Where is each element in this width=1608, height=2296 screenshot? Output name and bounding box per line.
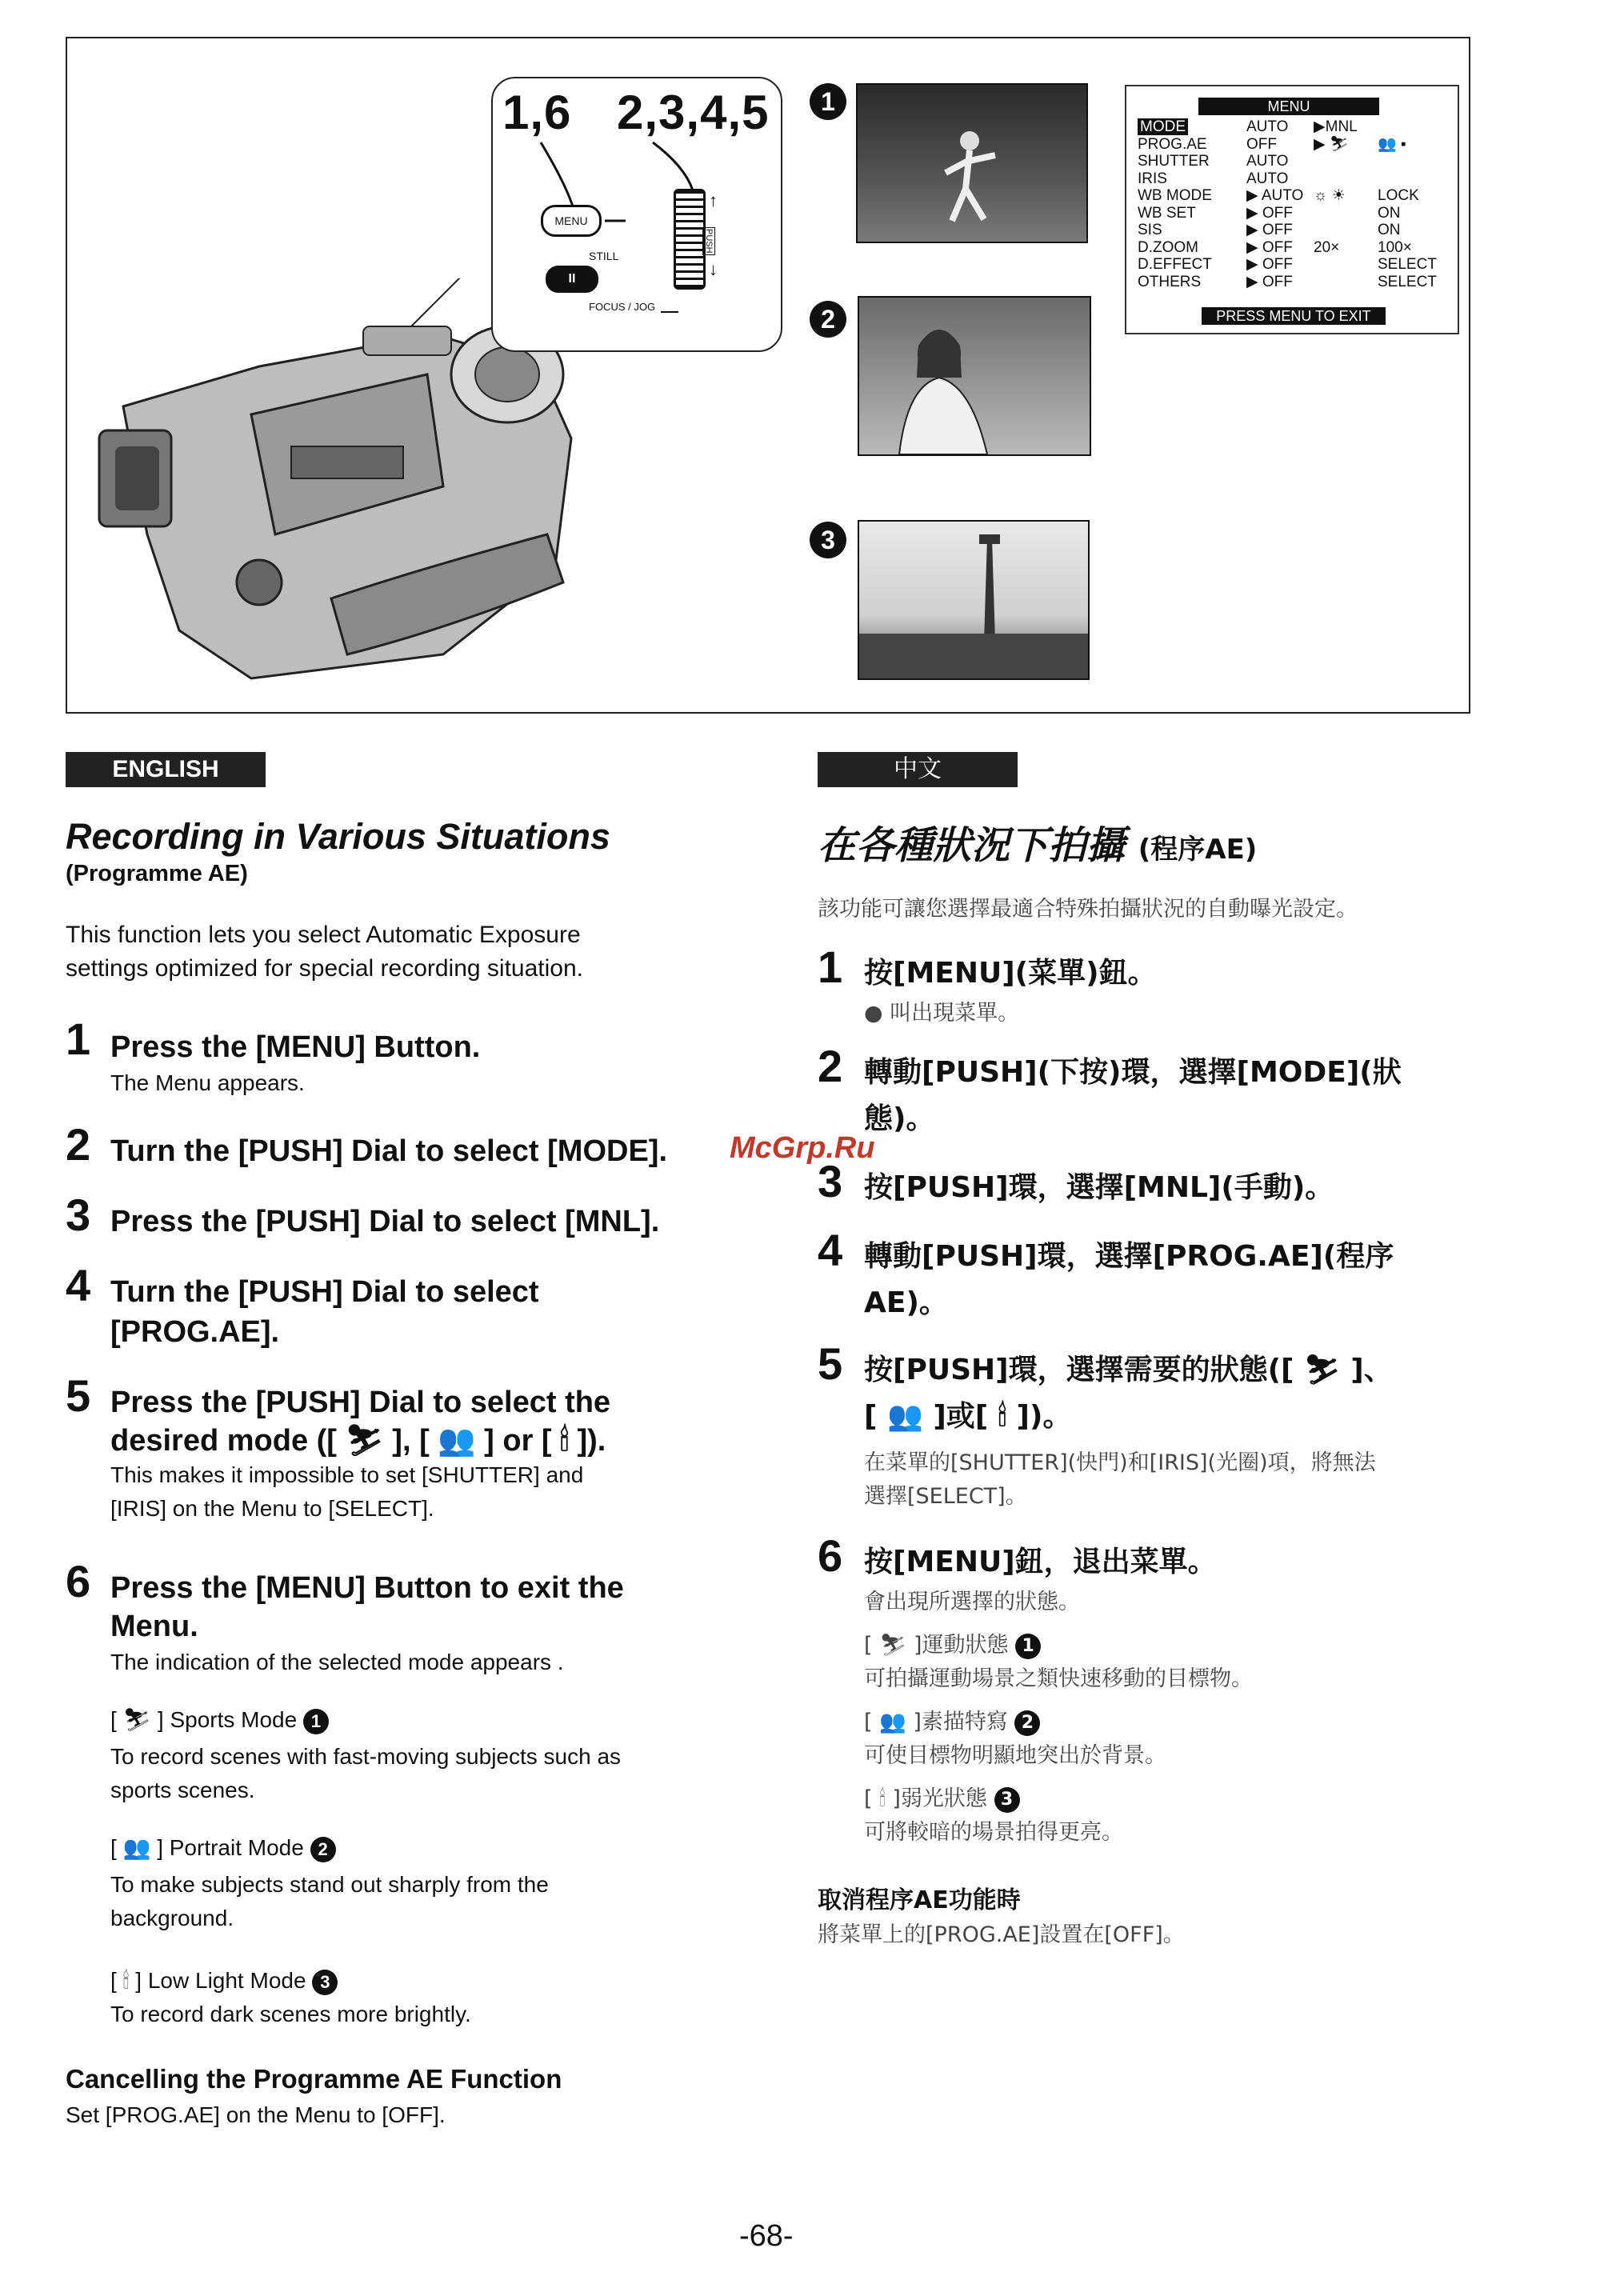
menu-exit-hint: PRESS MENU TO EXIT bbox=[1202, 307, 1386, 325]
menu-item-value: SELECT bbox=[1378, 256, 1437, 273]
night-tower-figure bbox=[859, 522, 1088, 678]
menu-item-name: WB MODE bbox=[1138, 187, 1212, 204]
menu-row bbox=[1138, 256, 1450, 273]
menu-item-value: ▶ AUTO bbox=[1246, 187, 1304, 204]
menu-screen bbox=[1125, 85, 1459, 334]
photo-number-2: 2 bbox=[810, 301, 846, 338]
menu-item-value: ☼ ☀ bbox=[1314, 187, 1346, 204]
chinese-step-number: 2 bbox=[818, 1041, 843, 1091]
menu-item-name: WB SET bbox=[1138, 204, 1196, 222]
menu-item-value: ON bbox=[1378, 204, 1401, 222]
english-step-number: 6 bbox=[66, 1556, 91, 1606]
english-mode-desc: To record scenes with fast-moving subjects such as bbox=[110, 1744, 622, 1769]
chinese-badge: 中文 bbox=[818, 752, 1018, 787]
still-button[interactable]: II bbox=[546, 266, 598, 293]
chinese-step-heading-cont: AE)。 bbox=[864, 1286, 948, 1319]
menu-item-name: PROG.AE bbox=[1138, 135, 1207, 153]
menu-item-name: OTHERS bbox=[1138, 273, 1202, 290]
english-step-heading: Press the [PUSH] Dial to select the bbox=[110, 1386, 611, 1419]
menu-item-value: ON bbox=[1378, 222, 1401, 238]
menu-button[interactable]: MENU bbox=[541, 205, 602, 237]
menu-item-value: ▶MNL bbox=[1314, 118, 1358, 135]
chinese-step-heading-cont: 態)。 bbox=[864, 1102, 935, 1135]
menu-item-name: D.EFFECT bbox=[1138, 256, 1212, 273]
menu-item-value: ▶ OFF bbox=[1246, 273, 1293, 290]
callout-steps-left: 1,6 bbox=[502, 86, 572, 139]
mode-number-badge: 1 bbox=[303, 1709, 329, 1734]
english-mode-sports: [ ⛷ ] Sports Mode 1 bbox=[110, 1704, 329, 1736]
chinese-mode-sports: [ ⛷ ]運動狀態 1 bbox=[864, 1627, 1041, 1659]
menu-item-name: SHUTTER bbox=[1138, 153, 1210, 170]
menu-item-name: SIS bbox=[1138, 222, 1162, 238]
push-dial[interactable] bbox=[674, 189, 706, 290]
chinese-cancel-text: 將菜單上的[PROG.AE]設置在[OFF]。 bbox=[818, 1922, 1185, 1947]
english-cancel-title: Cancelling the Programme AE Function bbox=[66, 2064, 562, 2094]
sports-player-figure bbox=[858, 85, 1086, 242]
english-step-heading-cont: Menu. bbox=[110, 1610, 198, 1643]
chinese-step-number: 3 bbox=[818, 1156, 843, 1206]
callout-steps-right: 2,3,4,5 bbox=[617, 86, 770, 139]
menu-item-name: IRIS bbox=[1138, 170, 1167, 187]
photo-number-1: 1 bbox=[810, 83, 846, 120]
page-number: -68- bbox=[739, 2219, 794, 2253]
english-step-number: 2 bbox=[66, 1119, 91, 1170]
menu-row bbox=[1138, 170, 1450, 187]
menu-row bbox=[1138, 205, 1450, 222]
menu-item-value: AUTO bbox=[1246, 153, 1289, 170]
chinese-mode-portrait: [ 👥 ]素描特寫 2 bbox=[864, 1704, 1040, 1736]
english-step-detail: The Menu appears. bbox=[110, 1070, 305, 1095]
english-mode-desc-cont: background. bbox=[110, 1906, 234, 1930]
english-step-number: 5 bbox=[66, 1370, 91, 1421]
chinese-step-heading: 轉動[PUSH]環，選擇[PROG.AE](程序 bbox=[864, 1240, 1394, 1273]
english-title: Recording in Various Situations bbox=[66, 816, 610, 857]
chinese-mode-low-light: [ 🕯 ]弱光狀態 3 bbox=[864, 1781, 1020, 1813]
chinese-step-detail-cont: 選擇[SELECT]。 bbox=[864, 1484, 1027, 1509]
menu-item-value: ▶ ⛷ bbox=[1314, 135, 1350, 153]
menu-row bbox=[1138, 239, 1450, 256]
chinese-step-number: 1 bbox=[818, 942, 843, 992]
illustration-frame bbox=[66, 37, 1470, 714]
chinese-step-heading: 按[MENU](菜單)鈕。 bbox=[864, 957, 1157, 990]
mode-number-badge: 3 bbox=[312, 1970, 338, 1995]
menu-item-value: SELECT bbox=[1378, 273, 1437, 290]
focus-jog-label: FOCUS / JOG bbox=[589, 301, 656, 313]
menu-item-name: D.ZOOM bbox=[1138, 238, 1198, 256]
menu-item-value: 100× bbox=[1378, 238, 1412, 256]
english-badge: ENGLISH bbox=[66, 752, 266, 787]
chinese-step-heading: 按[PUSH]環，選擇[MNL](手動)。 bbox=[864, 1171, 1334, 1204]
chinese-step-number: 5 bbox=[818, 1338, 843, 1389]
english-step-number: 3 bbox=[66, 1190, 91, 1240]
english-step-detail-cont: [IRIS] on the Menu to [SELECT]. bbox=[110, 1496, 434, 1521]
menu-title: MENU bbox=[1198, 98, 1379, 115]
portrait-person-figure bbox=[859, 298, 1090, 454]
english-subtitle: (Programme AE) bbox=[66, 861, 248, 886]
english-mode-portrait: [ 👥 ] Portrait Mode 2 bbox=[110, 1832, 336, 1864]
chinese-step-number: 6 bbox=[818, 1530, 843, 1581]
photo-sports-mode bbox=[856, 83, 1088, 243]
chinese-step-number: 4 bbox=[818, 1225, 843, 1275]
watermark: McGrp.Ru bbox=[730, 1131, 875, 1165]
dial-up-arrow-icon: ↑ bbox=[709, 190, 718, 210]
menu-item-value: ▶ OFF bbox=[1246, 256, 1293, 273]
english-mode-low-light: [ 🕯 ] Low Light Mode 3 bbox=[110, 1965, 338, 1997]
chinese-cancel-title: 取消程序AE功能時 bbox=[818, 1886, 1021, 1914]
menu-row bbox=[1138, 136, 1450, 153]
menu-item-value: LOCK bbox=[1378, 187, 1419, 204]
chinese-step-detail: 會出現所選擇的狀態。 bbox=[864, 1590, 1080, 1614]
english-intro-line-1: This function lets you select Automatic Exposure bbox=[66, 922, 581, 948]
english-step-heading: Press the [PUSH] Dial to select [MNL]. bbox=[110, 1205, 660, 1238]
dial-down-arrow-icon: ↓ bbox=[709, 259, 718, 279]
photo-portrait-mode bbox=[858, 296, 1091, 456]
control-callout bbox=[491, 77, 782, 352]
mode-number-badge: 2 bbox=[310, 1837, 336, 1862]
menu-row bbox=[1138, 274, 1450, 290]
photo-low-light-mode bbox=[858, 520, 1090, 680]
english-step-heading: Turn the [PUSH] Dial to select [MODE]. bbox=[110, 1134, 668, 1168]
photo-number-3: 3 bbox=[810, 522, 846, 558]
english-step-heading-cont: desired mode ([ ⛷ ], [ 👥 ] or [ 🕯 ]). bbox=[110, 1424, 606, 1458]
chinese-step-heading: 按[PUSH]環，選擇需要的狀態([ ⛷ ]、 bbox=[864, 1354, 1393, 1386]
chinese-step-heading: 轉動[PUSH](下按)環，選擇[MODE](狀 bbox=[864, 1056, 1402, 1089]
menu-item-name: MODE bbox=[1138, 118, 1188, 135]
menu-item-value: 20× bbox=[1314, 238, 1340, 256]
english-cancel-text: Set [PROG.AE] on the Menu to [OFF]. bbox=[66, 2102, 446, 2127]
menu-row bbox=[1138, 118, 1450, 135]
chinese-title: 在各種狀況下拍攝 (程序AE) bbox=[818, 823, 1258, 868]
menu-item-value: AUTO bbox=[1246, 118, 1289, 135]
english-step-detail: This makes it impossible to set [SHUTTER] and bbox=[110, 1462, 584, 1487]
menu-row bbox=[1138, 222, 1450, 238]
chinese-intro: 該功能可讓您選擇最適合特殊拍攝狀況的自動曝光設定。 bbox=[818, 897, 1358, 922]
menu-item-value: ▶ OFF bbox=[1246, 204, 1293, 222]
english-mode-desc-cont: sports scenes. bbox=[110, 1778, 255, 1802]
english-step-number: 1 bbox=[66, 1014, 91, 1064]
chinese-step-detail: 在菜單的[SHUTTER](快門)和[IRIS](光圈)項，將無法 bbox=[864, 1450, 1376, 1475]
menu-row bbox=[1138, 187, 1450, 204]
english-step-detail: The indication of the selected mode appears . bbox=[110, 1650, 564, 1674]
chinese-mode-desc: 可使目標物明顯地突出於背景。 bbox=[864, 1743, 1166, 1768]
english-step-number: 4 bbox=[66, 1260, 91, 1310]
chinese-step-detail: ● 叫出現菜單。 bbox=[864, 1001, 1020, 1026]
mode-number-badge: 3 bbox=[994, 1787, 1020, 1813]
english-mode-desc: To make subjects stand out sharply from the bbox=[110, 1872, 549, 1897]
mode-number-badge: 2 bbox=[1014, 1710, 1040, 1736]
english-step-heading-cont: [PROG.AE]. bbox=[110, 1315, 280, 1349]
english-step-heading: Turn the [PUSH] Dial to select bbox=[110, 1275, 539, 1309]
menu-item-value: OFF bbox=[1246, 135, 1277, 153]
menu-row bbox=[1138, 153, 1450, 170]
chinese-step-heading: 按[MENU]鈕，退出菜單。 bbox=[864, 1546, 1217, 1578]
menu-item-value: 👥 ▪ bbox=[1378, 135, 1406, 153]
chinese-mode-desc: 可將較暗的場景拍得更亮。 bbox=[864, 1820, 1123, 1845]
menu-item-value: ▶ OFF bbox=[1246, 222, 1293, 238]
mode-number-badge: 1 bbox=[1015, 1634, 1041, 1659]
menu-item-value: ▶ OFF bbox=[1246, 238, 1293, 256]
english-step-heading: Press the [MENU] Button to exit the bbox=[110, 1571, 624, 1605]
still-label: STILL bbox=[589, 250, 619, 262]
english-mode-desc: To record dark scenes more brightly. bbox=[110, 2002, 471, 2026]
push-dial-label: PUSH bbox=[704, 229, 714, 254]
chinese-step-heading-cont: [ 👥 ]或[ 🕯 ])。 bbox=[864, 1400, 1072, 1433]
english-intro-line-2: settings optimized for special recording situation. bbox=[66, 955, 583, 982]
english-step-heading: Press the [MENU] Button. bbox=[110, 1030, 481, 1064]
chinese-mode-desc: 可拍攝運動場景之類快速移動的目標物。 bbox=[864, 1666, 1253, 1691]
menu-item-value: AUTO bbox=[1246, 170, 1289, 187]
